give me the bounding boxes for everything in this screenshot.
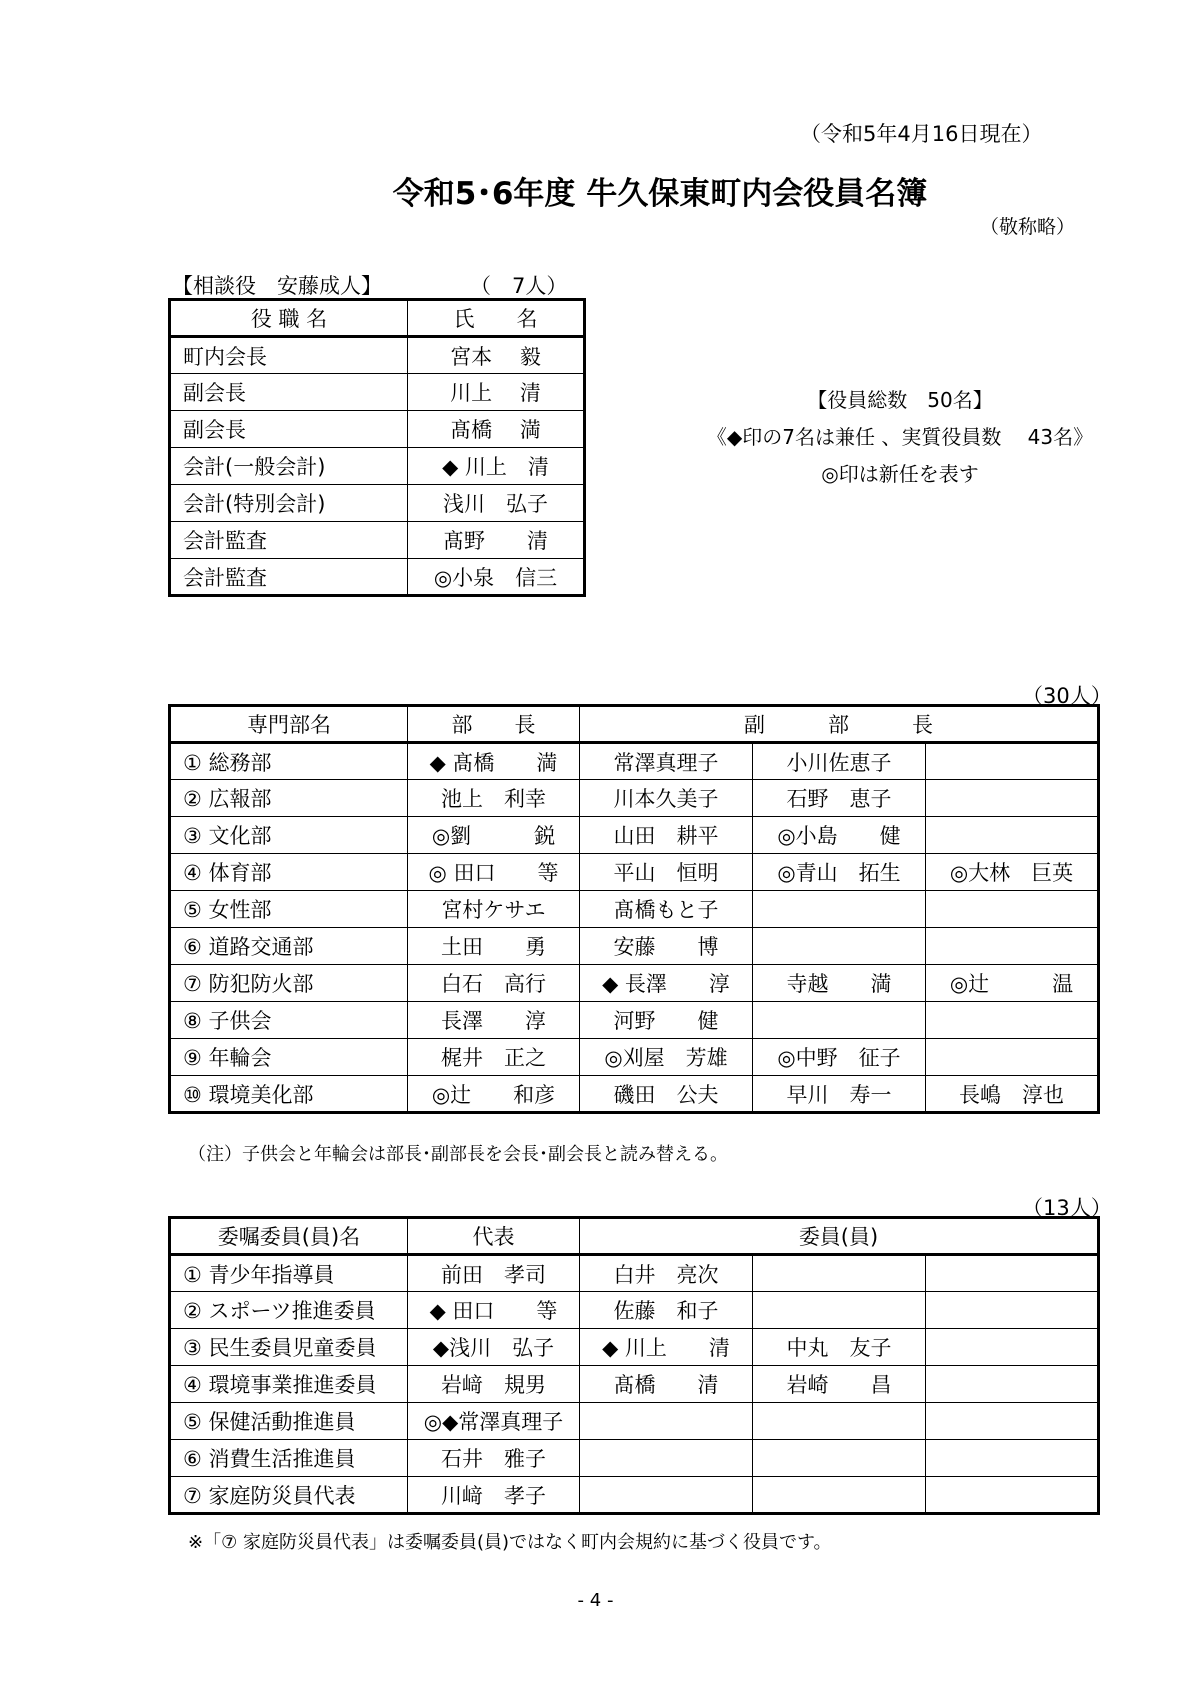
head-cell: 土田 勇 — [408, 928, 580, 965]
table-row — [170, 965, 1099, 1002]
head-cell: ◎劉 鋭 — [408, 817, 580, 854]
table-row — [170, 1477, 1099, 1514]
dept-cell: ① 総務部 — [170, 743, 408, 780]
deputy-cell: ◎辻 温 — [926, 965, 1099, 1002]
advisor-label: 【相談役 安藤成人】 — [172, 274, 382, 298]
table-header-row — [170, 706, 1099, 743]
deputy-cell: 寺越 満 — [753, 965, 926, 1002]
deputy-cell: 石野 恵子 — [753, 780, 926, 817]
dept-cell: ⑥ 道路交通部 — [170, 928, 408, 965]
member-cell: 佐藤 和子 — [580, 1292, 753, 1329]
member-cell — [753, 1477, 926, 1514]
table-row — [170, 928, 1099, 965]
table-row — [170, 411, 585, 448]
dept-cell: ⑩ 環境美化部 — [170, 1076, 408, 1113]
committee-cell: ④ 環境事業推進委員 — [170, 1366, 408, 1403]
header-cell: 委員(員) — [580, 1218, 1099, 1255]
table-row — [170, 559, 585, 596]
executives-table — [168, 298, 586, 597]
name-cell: 宮本 毅 — [408, 337, 585, 374]
table-row — [170, 780, 1099, 817]
header-cell: 氏 名 — [408, 300, 585, 337]
as-of-date: （令和5年4月16日現在） — [800, 122, 1043, 146]
member-cell: 中丸 友子 — [753, 1329, 926, 1366]
deputy-cell — [926, 891, 1099, 928]
deputy-cell: 川本久美子 — [580, 780, 753, 817]
table-row — [170, 891, 1099, 928]
dept-cell: ⑧ 子供会 — [170, 1002, 408, 1039]
concurrent-note: 《◆印の7名は兼任 、実質役員数 43名》 — [706, 425, 1094, 449]
deputy-cell — [753, 928, 926, 965]
header-cell: 部 長 — [408, 706, 580, 743]
table-row — [170, 1329, 1099, 1366]
deputy-cell: 安藤 博 — [580, 928, 753, 965]
rep-cell: ◆浅川 弘子 — [408, 1329, 580, 1366]
member-cell — [580, 1477, 753, 1514]
name-cell: ◎小泉 信三 — [408, 559, 585, 596]
head-cell: 白石 高行 — [408, 965, 580, 1002]
table-header-row — [170, 1218, 1099, 1255]
header-cell: 副 部 長 — [580, 706, 1099, 743]
head-cell: 宮村ケサエ — [408, 891, 580, 928]
table-header-row — [170, 300, 585, 337]
officer-total: 【役員総数 50名】 — [807, 388, 993, 412]
table-row — [170, 1255, 1099, 1292]
deputy-cell: 小川佐恵子 — [753, 743, 926, 780]
committee-cell: ③ 民生委員児童委員 — [170, 1329, 408, 1366]
member-cell — [926, 1477, 1099, 1514]
name-cell: 髙野 清 — [408, 522, 585, 559]
deputy-cell — [926, 928, 1099, 965]
header-cell: 代表 — [408, 1218, 580, 1255]
name-cell: ◆ 川上 清 — [408, 448, 585, 485]
name-cell: 髙橋 満 — [408, 411, 585, 448]
dept-cell: ④ 体育部 — [170, 854, 408, 891]
deputy-cell — [926, 743, 1099, 780]
dept-cell: ⑨ 年輪会 — [170, 1039, 408, 1076]
deputy-cell: ◎青山 拓生 — [753, 854, 926, 891]
committee-cell: ⑦ 家庭防災員代表 — [170, 1477, 408, 1514]
rep-cell: ◆ 田口 等 — [408, 1292, 580, 1329]
head-cell: ◎ 田口 等 — [408, 854, 580, 891]
deputy-cell — [926, 1039, 1099, 1076]
deputy-cell: 平山 恒明 — [580, 854, 753, 891]
deputy-cell: 山田 耕平 — [580, 817, 753, 854]
deputy-cell: 髙橋もと子 — [580, 891, 753, 928]
position-cell: 会計(一般会計) — [170, 448, 408, 485]
deputy-cell: 早川 寿一 — [753, 1076, 926, 1113]
table-row — [170, 1039, 1099, 1076]
honorific-note: （敬称略） — [980, 216, 1076, 238]
deputy-cell: 長嶋 淳也 — [926, 1076, 1099, 1113]
departments-table — [168, 704, 1100, 1114]
deputy-cell — [926, 1002, 1099, 1039]
table-row — [170, 522, 585, 559]
executives-count: （ 7人） — [470, 274, 568, 298]
member-cell — [580, 1440, 753, 1477]
deputy-cell — [926, 817, 1099, 854]
rep-cell: 川﨑 孝子 — [408, 1477, 580, 1514]
table-row — [170, 1440, 1099, 1477]
table-row — [170, 854, 1099, 891]
committees-count: （13人） — [1022, 1196, 1112, 1220]
table-row — [170, 485, 585, 522]
header-cell: 専門部名 — [170, 706, 408, 743]
member-cell — [753, 1440, 926, 1477]
deputy-cell: 河野 健 — [580, 1002, 753, 1039]
table-row — [170, 1076, 1099, 1113]
member-cell: ◆ 川上 清 — [580, 1329, 753, 1366]
name-cell: 浅川 弘子 — [408, 485, 585, 522]
table-row — [170, 1002, 1099, 1039]
deputy-cell — [753, 891, 926, 928]
member-cell: 髙橋 清 — [580, 1366, 753, 1403]
member-cell — [753, 1403, 926, 1440]
name-cell: 川上 清 — [408, 374, 585, 411]
position-cell: 副会長 — [170, 411, 408, 448]
departments-note: （注）子供会と年輪会は部長･副部長を会長･副会長と読み替える。 — [188, 1144, 728, 1165]
head-cell: ◆ 髙橋 満 — [408, 743, 580, 780]
dept-cell: ⑤ 女性部 — [170, 891, 408, 928]
deputy-cell — [926, 780, 1099, 817]
member-cell — [926, 1440, 1099, 1477]
table-row — [170, 1366, 1099, 1403]
header-cell: 委嘱委員(員)名 — [170, 1218, 408, 1255]
position-cell: 会計監査 — [170, 559, 408, 596]
page-number: - 4 - — [577, 1590, 614, 1611]
page-title: 令和5･6年度 牛久保東町内会役員名簿 — [392, 176, 928, 212]
member-cell — [580, 1403, 753, 1440]
position-cell: 副会長 — [170, 374, 408, 411]
member-cell — [926, 1255, 1099, 1292]
deputy-cell: ◎大林 巨英 — [926, 854, 1099, 891]
table-row — [170, 743, 1099, 780]
head-cell: ◎辻 和彦 — [408, 1076, 580, 1113]
member-cell — [926, 1403, 1099, 1440]
departments-count: （30人） — [1022, 684, 1112, 708]
deputy-cell: 磯田 公夫 — [580, 1076, 753, 1113]
deputy-cell: ◎中野 征子 — [753, 1039, 926, 1076]
committee-cell: ② スポーツ推進委員 — [170, 1292, 408, 1329]
dept-cell: ③ 文化部 — [170, 817, 408, 854]
head-cell: 梶井 正之 — [408, 1039, 580, 1076]
officer-summary — [700, 382, 1100, 493]
member-cell — [753, 1292, 926, 1329]
table-row — [170, 1292, 1099, 1329]
member-cell: 岩崎 昌 — [753, 1366, 926, 1403]
committee-cell: ① 青少年指導員 — [170, 1255, 408, 1292]
committees-table — [168, 1216, 1100, 1515]
committee-cell: ⑤ 保健活動推進員 — [170, 1403, 408, 1440]
member-cell — [926, 1292, 1099, 1329]
member-cell — [926, 1329, 1099, 1366]
member-cell — [926, 1366, 1099, 1403]
dept-cell: ② 広報部 — [170, 780, 408, 817]
committee-cell: ⑥ 消費生活推進員 — [170, 1440, 408, 1477]
member-cell — [753, 1255, 926, 1292]
rep-cell: 岩﨑 規男 — [408, 1366, 580, 1403]
table-row — [170, 337, 585, 374]
committees-note: ※「⑦ 家庭防災員代表」は委嘱委員(員)ではなく町内会規約に基づく役員です。 — [188, 1532, 832, 1553]
rep-cell: ◎◆常澤真理子 — [408, 1403, 580, 1440]
head-cell: 長澤 淳 — [408, 1002, 580, 1039]
dept-cell: ⑦ 防犯防火部 — [170, 965, 408, 1002]
deputy-cell: 常澤真理子 — [580, 743, 753, 780]
rep-cell: 石井 雅子 — [408, 1440, 580, 1477]
position-cell: 会計(特別会計) — [170, 485, 408, 522]
table-row — [170, 817, 1099, 854]
table-row — [170, 374, 585, 411]
member-cell: 白井 亮次 — [580, 1255, 753, 1292]
table-row — [170, 448, 585, 485]
deputy-cell: ◆ 長澤 淳 — [580, 965, 753, 1002]
deputy-cell: ◎刈屋 芳雄 — [580, 1039, 753, 1076]
rep-cell: 前田 孝司 — [408, 1255, 580, 1292]
position-cell: 町内会長 — [170, 337, 408, 374]
new-mark-note: ◎印は新任を表す — [821, 462, 979, 486]
table-row — [170, 1403, 1099, 1440]
deputy-cell: ◎小島 健 — [753, 817, 926, 854]
deputy-cell — [753, 1002, 926, 1039]
head-cell: 池上 利幸 — [408, 780, 580, 817]
position-cell: 会計監査 — [170, 522, 408, 559]
header-cell: 役 職 名 — [170, 300, 408, 337]
